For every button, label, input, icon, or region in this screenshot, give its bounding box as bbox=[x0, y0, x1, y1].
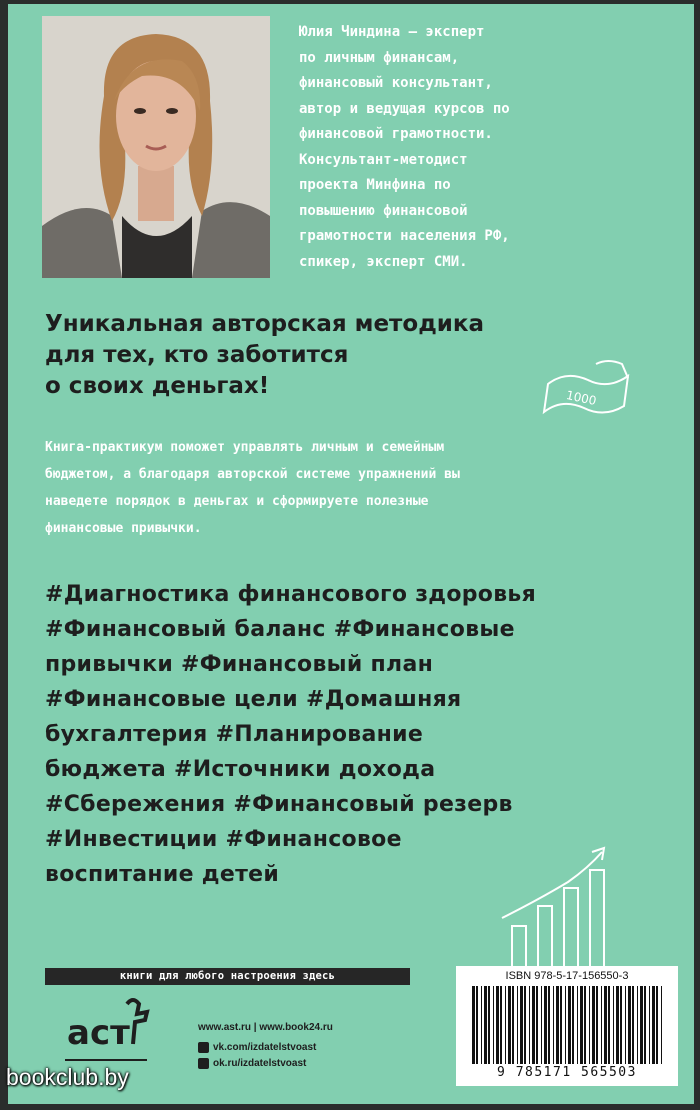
barcode-stripe bbox=[580, 986, 583, 1064]
hashtag-line: #Диагностика финансового здоровья bbox=[45, 582, 537, 607]
isbn-barcode-box bbox=[456, 966, 678, 1086]
barcode-stripe bbox=[484, 986, 487, 1064]
author-bio-line: Консультант-методист bbox=[299, 151, 468, 168]
barcode-stripe bbox=[596, 986, 598, 1064]
barcode-stripe bbox=[652, 986, 655, 1064]
barcode-stripe bbox=[613, 986, 614, 1064]
author-photo bbox=[42, 16, 270, 278]
barcode-stripe bbox=[584, 986, 586, 1064]
hashtag-line: #Финансовый баланс #Финансовые bbox=[45, 617, 515, 642]
barcode-stripe bbox=[553, 986, 554, 1064]
author-bio-line: по личным финансам, bbox=[299, 49, 460, 66]
barcode-stripe bbox=[493, 986, 494, 1064]
hashtag-line: #Инвестиции #Финансовое bbox=[45, 827, 402, 852]
barcode-stripe bbox=[565, 986, 566, 1064]
author-bio-line: финансовый консультант, bbox=[299, 75, 493, 91]
barcode-stripe bbox=[620, 986, 622, 1064]
barcode-stripe bbox=[496, 986, 499, 1064]
hashtag-line: бюджета #Источники дохода bbox=[45, 757, 436, 782]
barcode-stripe bbox=[644, 986, 646, 1064]
barcode-stripe bbox=[481, 986, 482, 1064]
barcode-stripe bbox=[661, 986, 662, 1064]
barcode bbox=[470, 986, 666, 1064]
barcode-stripe bbox=[572, 986, 574, 1064]
barcode-stripe bbox=[488, 986, 490, 1064]
barcode-stripe bbox=[592, 986, 595, 1064]
barcode-stripe bbox=[616, 986, 619, 1064]
barcode-stripe bbox=[601, 986, 602, 1064]
barcode-stripe bbox=[500, 986, 502, 1064]
barcode-number: 9 785171 565503 bbox=[497, 1065, 637, 1080]
book-description bbox=[45, 434, 460, 542]
description-line: бюджетом, а благодаря авторской системе упражнений вы bbox=[45, 467, 460, 482]
barcode-stripe bbox=[637, 986, 638, 1064]
vk-icon bbox=[198, 1042, 209, 1053]
author-bio-line: финансовой грамотности. bbox=[299, 126, 493, 142]
ok-link-text: ok.ru/izdatelstvoast bbox=[213, 1058, 307, 1069]
author-bio-line: автор и ведущая курсов по bbox=[299, 100, 510, 117]
publisher-tagline: книги для любого настроения здесь bbox=[45, 968, 410, 985]
barcode-stripe bbox=[532, 986, 535, 1064]
headline bbox=[45, 309, 484, 402]
barcode-stripe bbox=[589, 986, 590, 1064]
barcode-stripe bbox=[628, 986, 631, 1064]
barcode-stripe bbox=[560, 986, 562, 1064]
barcode-stripe bbox=[512, 986, 514, 1064]
money-bill-label: 1000 bbox=[564, 388, 598, 409]
barcode-stripe bbox=[604, 986, 607, 1064]
headline-line: Уникальная авторская методика bbox=[45, 311, 485, 337]
author-bio-line: спикер, эксперт СМИ. bbox=[299, 253, 468, 270]
hashtag-list bbox=[45, 577, 536, 892]
barcode-stripe bbox=[656, 986, 658, 1064]
barcode-stripe bbox=[625, 986, 626, 1064]
barcode-stripe bbox=[508, 986, 511, 1064]
money-bill-icon bbox=[536, 356, 636, 426]
barcode-stripe bbox=[577, 986, 578, 1064]
barcode-stripe bbox=[505, 986, 506, 1064]
barcode-stripe bbox=[556, 986, 559, 1064]
book-back-cover bbox=[8, 4, 694, 1104]
barcode-stripe bbox=[529, 986, 530, 1064]
author-bio-line: грамотности населения РФ, bbox=[299, 228, 510, 244]
author-bio-line: проекта Минфина по bbox=[299, 177, 451, 193]
hashtag-line: бухгалтерия #Планирование bbox=[45, 722, 424, 747]
author-bio-line: повышению финансовой bbox=[299, 202, 468, 219]
barcode-stripe bbox=[536, 986, 538, 1064]
hashtag-line: воспитание детей bbox=[45, 862, 280, 887]
publisher-logo bbox=[63, 994, 151, 1069]
barcode-stripe bbox=[568, 986, 571, 1064]
hashtag-line: #Финансовые цели #Домашняя bbox=[45, 687, 462, 712]
barcode-stripe bbox=[608, 986, 610, 1064]
ok-link[interactable] bbox=[198, 1058, 306, 1069]
author-bio bbox=[299, 20, 689, 275]
barcode-stripe bbox=[640, 986, 643, 1064]
author-bio-line: Юлия Чиндина — эксперт bbox=[299, 24, 485, 40]
ok-icon bbox=[198, 1058, 209, 1069]
barcode-stripe bbox=[520, 986, 523, 1064]
publisher-logo-text: аст bbox=[67, 1013, 130, 1053]
hashtag-line: привычки #Финансовый план bbox=[45, 652, 434, 677]
description-line: финансовые привычки. bbox=[45, 521, 202, 536]
watermark: bookclub.by bbox=[6, 1064, 129, 1090]
description-line: наведете порядок в деньгах и сформируете полезные bbox=[45, 494, 429, 509]
barcode-stripe bbox=[544, 986, 547, 1064]
barcode-stripe bbox=[548, 986, 550, 1064]
vk-link[interactable] bbox=[198, 1042, 316, 1053]
barcode-stripe bbox=[517, 986, 518, 1064]
publisher-websites[interactable]: www.ast.ru | www.book24.ru bbox=[198, 1022, 333, 1033]
isbn-text: ISBN 978-5-17-156550-3 bbox=[505, 970, 629, 982]
vk-link-text: vk.com/izdatelstvoast bbox=[213, 1042, 317, 1053]
barcode-stripe bbox=[524, 986, 526, 1064]
description-line: Книга-практикум поможет управлять личным и семейным bbox=[45, 440, 445, 455]
barcode-stripe bbox=[632, 986, 634, 1064]
barcode-stripe bbox=[541, 986, 542, 1064]
barcode-stripe bbox=[649, 986, 650, 1064]
growth-chart-icon bbox=[498, 844, 628, 969]
hashtag-line: #Сбережения #Финансовый резерв bbox=[45, 792, 513, 817]
barcode-stripe bbox=[472, 986, 475, 1064]
barcode-stripe bbox=[476, 986, 478, 1064]
headline-line: о своих деньгах! bbox=[45, 373, 270, 399]
headline-line: для тех, кто заботится bbox=[45, 342, 349, 368]
